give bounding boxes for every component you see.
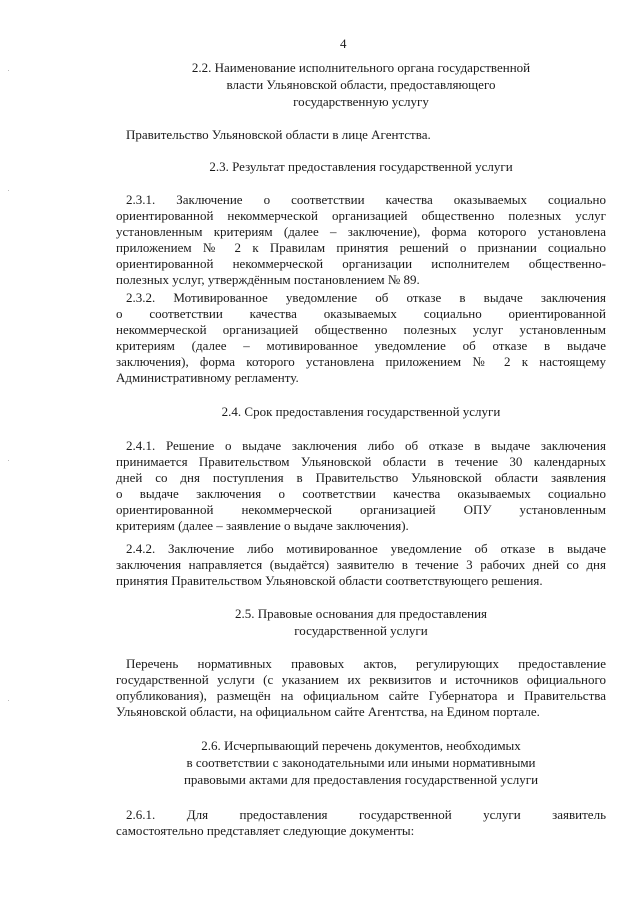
section-2-3-2-line-1: 2.3.2. Мотивированное уведомление об отказе в выдаче заключения — [126, 290, 606, 305]
section-2-3-2-line-4: критериям (далее – мотивированное уведомление об отказе в выдаче — [116, 338, 606, 353]
section-2-2-title-line-1: 2.2. Наименование исполнительного органа государственной — [191, 60, 531, 75]
section-2-6-title-line-2: в соответствии с законодательными или иными нормативными — [186, 755, 536, 770]
section-2-3-1-line-4: приложением № 2 к Правилам принятия решений о признании социально — [116, 240, 606, 255]
section-2-4-1-line-4: о выдаче заключения о соответствии качества оказываемых социально — [116, 486, 606, 501]
section-2-3-title: 2.3. Результат предоставления государственной услуги — [209, 159, 513, 174]
section-2-3-1-line-1: 2.3.1. Заключение о соответствии качества оказываемых социально — [126, 192, 606, 207]
section-2-3-2-line-5: заключения), форма которого установлена приложением № 2 к настоящему — [116, 354, 606, 369]
scan-speck — [8, 190, 9, 191]
section-2-2-title-line-2: власти Ульяновской области, предоставляющего — [226, 77, 496, 92]
scan-speck — [8, 700, 9, 701]
scan-speck — [8, 70, 9, 71]
section-2-3-2-line-3: некоммерческой организацией общественно полезных услуг установленным — [116, 322, 606, 337]
section-2-3-1-line-5: ориентированной некоммерческой организации исполнителем общественно- — [116, 256, 606, 271]
section-2-2-text: Правительство Ульяновской области в лице Агентства. — [126, 127, 431, 142]
section-2-4-2-line-3: принятия Правительством Ульяновской области соответствующего решения. — [116, 573, 543, 588]
section-2-4-1-line-5: ориентированной некоммерческой организацией ОПУ установленным — [116, 502, 606, 517]
section-2-4-1-line-6: критериям (далее – заявление о выдаче заключения). — [116, 518, 409, 533]
section-2-4-1-line-3: дней со дня поступления в Правительство Ульяновской области заявления — [116, 470, 606, 485]
section-2-4-title: 2.4. Срок предоставления государственной услуги — [221, 404, 501, 419]
section-2-4-1-line-1: 2.4.1. Решение о выдаче заключения либо об отказе в выдаче заключения — [126, 438, 606, 453]
section-2-5-title-line-2: государственной услуги — [294, 623, 428, 638]
page-number: 4 — [340, 36, 347, 51]
section-2-3-1-line-3: установленным критериям (далее – заключение), форма которого установлена — [116, 224, 606, 239]
section-2-5-title-line-1: 2.5. Правовые основания для предоставления — [234, 606, 488, 621]
section-2-5-text-line-1: Перечень нормативных правовых актов, регулирующих предоставление — [126, 656, 606, 671]
section-2-3-2-line-2: о соответствии качества оказываемых социально ориентированной — [116, 306, 606, 321]
section-2-3-2-line-6: Административному регламенту. — [116, 370, 299, 385]
section-2-5-text-line-3: опубликования), размещён на официальном сайте Губернатора и Правительства — [116, 688, 606, 703]
section-2-6-title-line-1: 2.6. Исчерпывающий перечень документов, необходимых — [201, 738, 521, 753]
section-2-2-title-line-3: государственную услугу — [293, 94, 429, 109]
section-2-4-2-line-1: 2.4.2. Заключение либо мотивированное уведомление об отказе в выдаче — [126, 541, 606, 556]
section-2-3-1-line-6: полезных услуг, утверждённым постановлением № 89. — [116, 272, 420, 287]
section-2-5-text-line-4: Ульяновской области, на официальном сайте Агентства, на Едином портале. — [116, 704, 540, 719]
section-2-6-1-line-2: самостоятельно представляет следующие документы: — [116, 823, 415, 838]
section-2-6-1-line-1: 2.6.1. Для предоставления государственной услуги заявитель — [126, 807, 606, 822]
scan-speck — [8, 460, 9, 461]
section-2-3-1-line-2: ориентированной некоммерческой организацией общественно полезных услуг — [116, 208, 606, 223]
section-2-5-text-line-2: государственной услуги (с указанием их реквизитов и источников официального — [116, 672, 606, 687]
section-2-6-title-line-3: правовыми актами для предоставления государственной услуги — [183, 772, 539, 787]
section-2-4-2-line-2: заключения направляется (выдаётся) заявителю в течение 3 рабочих дней со дня — [116, 557, 606, 572]
section-2-4-1-line-2: принимается Правительством Ульяновской области в течение 30 календарных — [116, 454, 606, 469]
